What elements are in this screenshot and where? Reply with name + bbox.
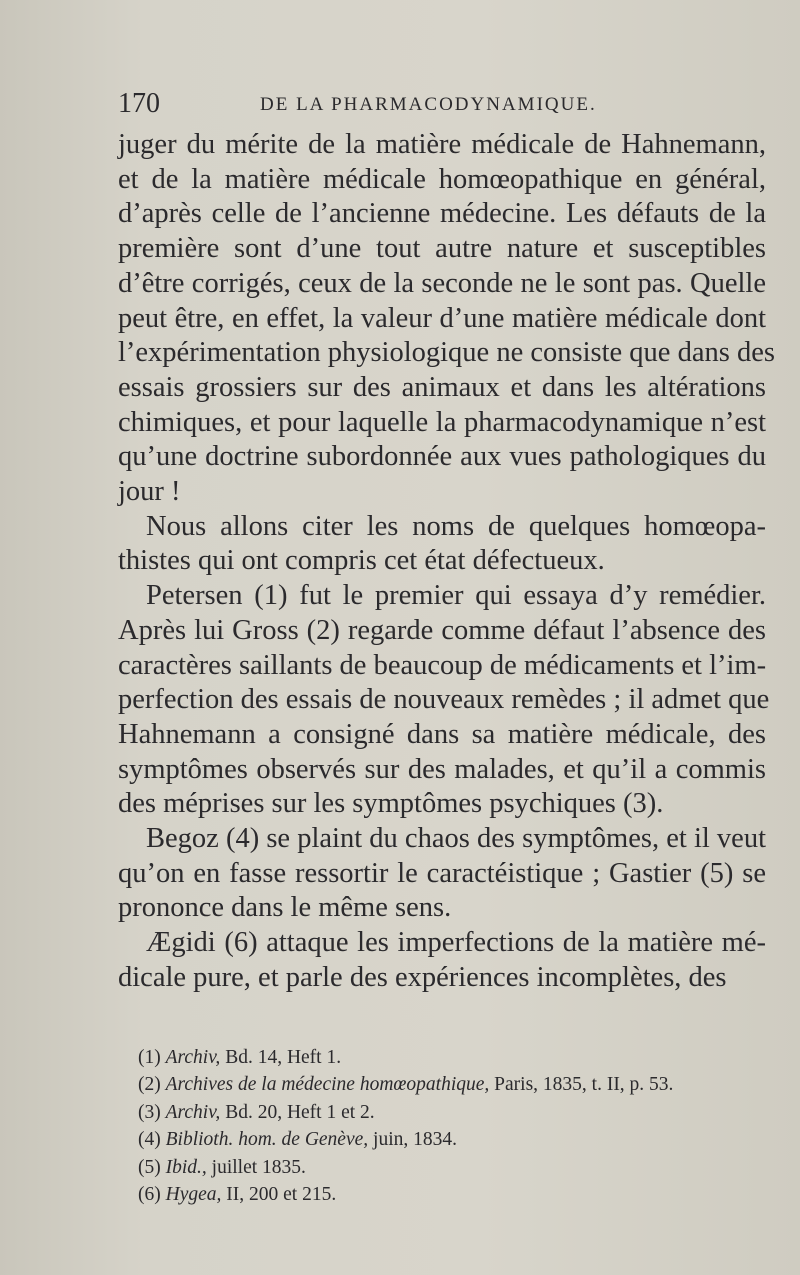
footnote-source-title: Archiv,	[165, 1047, 221, 1068]
footnote-mark: (4)	[138, 1129, 161, 1151]
paragraph	[118, 128, 775, 510]
footnote-details: juillet 1835.	[206, 1156, 306, 1178]
footnote-mark: (3)	[138, 1101, 161, 1123]
text-line: jour !	[118, 476, 181, 508]
footnote-source-title: Hygea,	[165, 1184, 222, 1206]
footnotes	[138, 1044, 778, 1208]
footnote-details: II, 200 et 215.	[221, 1184, 337, 1206]
text-line: peut être, en effet, la valeur d’une matière médicale dont	[118, 302, 766, 334]
footnote-source-title: Ibid.,	[165, 1156, 207, 1178]
paragraph	[118, 822, 766, 926]
text-line: qu’une doctrine subordonnée aux vues pathologiques du	[118, 441, 766, 473]
footnote-mark: (1)	[138, 1047, 161, 1068]
text-line: l’expérimentation physiologique ne consiste que dans des	[118, 337, 775, 369]
footnote	[138, 1071, 778, 1098]
footnote-mark: (5)	[138, 1156, 161, 1178]
footnote-source-title: Archives de la médecine homœopathique,	[165, 1074, 490, 1096]
paragraph	[118, 579, 770, 822]
paragraph	[118, 926, 766, 995]
running-title: DE LA PHARMACODYNAMIQUE.	[260, 94, 597, 115]
text-line: Petersen (1) fut le premier qui essaya d’y remédier.	[146, 580, 766, 612]
text-line: Ægidi (6) attaque les imperfections de la matière mé-	[146, 927, 766, 959]
text-line: qu’on en fasse ressortir le caractéistique ; Gastier (5) se	[118, 857, 766, 889]
text-line: juger du mérite de la matière médicale de Hahnemann,	[118, 129, 766, 160]
text-line: Après lui Gross (2) regarde comme défaut l’absence des	[118, 614, 766, 646]
text-line: Begoz (4) se plaint du chaos des symptômes, et il veut	[146, 823, 766, 855]
text-line: symptômes observés sur des malades, et qu’il a commis	[118, 753, 766, 785]
text-line: d’après celle de l’ancienne médecine. Les défauts de la	[118, 198, 766, 230]
footnote	[138, 1154, 778, 1181]
text-line: première sont d’une tout autre nature et susceptibles	[118, 233, 766, 265]
text-line: d’être corrigés, ceux de la seconde ne le sont pas. Quelle	[118, 267, 766, 299]
footnote-mark: (6)	[138, 1184, 161, 1206]
text-line: des méprises sur les symptômes psychiques (3).	[118, 788, 664, 820]
footnote	[138, 1126, 778, 1153]
text-line: thistes qui ont compris cet état défectueux.	[118, 545, 605, 577]
text-line: chimiques, et pour laquelle la pharmacodynamique n’est	[118, 406, 766, 438]
text-line: essais grossiers sur des animaux et dans les altérations	[118, 371, 766, 403]
paragraph	[118, 510, 766, 579]
footnote-details: Bd. 20, Heft 1 et 2.	[220, 1101, 375, 1123]
footnote-details: Paris, 1835, t. II, p. 53.	[489, 1074, 674, 1096]
footnote-details: Bd. 14, Heft 1.	[220, 1047, 342, 1068]
text-line: Hahnemann a consigné dans sa matière médicale, des	[118, 718, 766, 750]
page-header	[118, 88, 758, 124]
text-line: dicale pure, et parle des expériences incomplètes, des	[118, 961, 727, 993]
page-number: 170	[118, 88, 160, 119]
footnote-source-title: Archiv,	[165, 1101, 221, 1123]
footnote	[138, 1099, 778, 1126]
footnote-mark: (2)	[138, 1074, 161, 1096]
text-line: perfection des essais de nouveaux remèdes ; il admet que	[118, 684, 770, 716]
body-text	[118, 128, 775, 996]
text-line: caractères saillants de beaucoup de médicaments et l’im-	[118, 649, 767, 681]
footnote	[138, 1181, 778, 1208]
footnote	[138, 1044, 778, 1071]
footnote-details: juin, 1834.	[368, 1129, 457, 1151]
text-line: Nous allons citer les noms de quelques homœopa-	[146, 510, 766, 542]
text-line: et de la matière médicale homœopathique en général,	[118, 163, 766, 195]
footnote-source-title: Biblioth. hom. de Genève,	[165, 1129, 369, 1151]
text-line: prononce dans le même sens.	[118, 892, 452, 924]
